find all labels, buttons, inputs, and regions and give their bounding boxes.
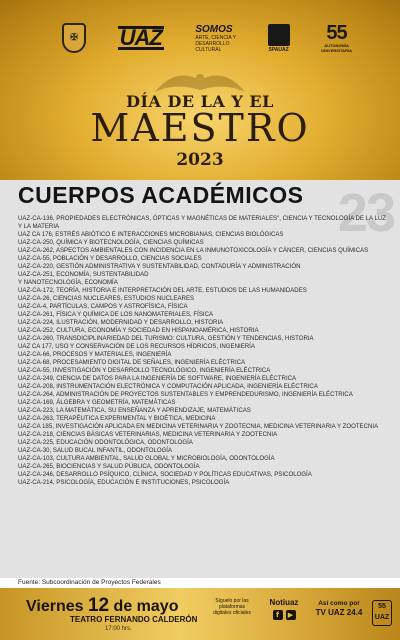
list-item: UAZ-CA-246, DESARROLLO PSÍQUICO, CLÍNICA, SOCIEDAD Y POLÍTICAS EDUCATIVAS, PSICOLOGÍA: [18, 471, 312, 478]
list-item: Y NANOTECNOLOGÍA, ECONOMÍA: [18, 279, 118, 286]
somos-logo-line1: ARTE, CIENCIA Y: [195, 34, 237, 41]
event-title-line1: DÍA DE LA Y EL: [126, 92, 274, 111]
uaz-badge-number: 55: [378, 603, 386, 610]
list-item: UAZ-CA-30, SALUD BUCAL INFANTIL, ODONTOLOGÍA: [18, 447, 173, 454]
event-date-day: Viernes: [26, 598, 88, 615]
coat-of-arms-logo: [62, 23, 86, 53]
list-item: UAZ-CA-208, INSTRUMENTACIÓN ELECTRÓNICA Y COMPUTACIÓN APLICADA, INGENIERÍA ELÉCTRICA: [18, 383, 318, 390]
notiuaz-block: [264, 598, 304, 620]
event-date-month: de mayo: [109, 598, 179, 615]
list-item: UAZ-CA-214, PSICOLOGÍA, EDUCACIÓN E INSTITUCIONES, PSICOLOGÍA: [18, 479, 230, 486]
event-date: [26, 595, 178, 617]
youtube-icon[interactable]: ▶: [286, 610, 296, 620]
anniversary-line1: AUTONOMÍA: [324, 43, 349, 48]
anniversary-logo: [321, 23, 352, 53]
list-item: UAZ-CA-55, POBLACIÓN Y DESARROLLO, CIENCIAS SOCIALES: [18, 255, 202, 262]
somos-logo-title: SOMOS: [195, 23, 233, 35]
event-date-number: 12: [87, 595, 110, 616]
event-time: 17:00 hrs.: [105, 626, 132, 632]
list-item: UAZ-CA-224, ILUSTRACIÓN, MODERNIDAD Y DESARROLLO, HISTORIA: [18, 319, 224, 326]
list-item: UAZ-CA-68, PROCESAMIENTO DIGITAL DE SEÑALES, INGENIERÍA ELÉCTRICA: [18, 359, 246, 366]
event-year: 2023: [176, 150, 224, 170]
list-item: UAZ-CA-66, PROCESOS Y MATERIALES, INGENIERÍA: [18, 351, 172, 358]
source-note: Fuente: Subcoordinación de Proyectos Federales: [18, 579, 161, 586]
list-item: UAZ-CA-26, CIENCIAS NUCLEARES, ESTUDIOS NUCLEARES: [18, 295, 195, 302]
follow-note-line2: plataformas: [218, 604, 246, 610]
list-item: UAZ-CA-169, ÁLGEBRA Y GEOMETRÍA, MATEMÁTICAS: [18, 399, 176, 406]
list-item: UAZ-CA-261, FÍSICA Y QUÍMICA DE LOS NANOMATERIALES, FÍSICA: [18, 311, 214, 318]
follow-note-line1: Síguelo por las: [215, 598, 249, 604]
list-item: UAZ-CA-55, INVESTIGACIÓN Y DESARROLLO TECNOLÓGICO, INGENIERÍA ELÉCTRICA: [18, 367, 271, 374]
tv-channel: TV UAZ 24.4: [315, 608, 363, 617]
footer-banner: [0, 588, 400, 640]
tv-line1: Así como por: [318, 600, 360, 607]
follow-note: [204, 598, 260, 616]
list-item: UAZ CA 176, ESTRÉS ABIÓTICO E INTERACCIONES MICROBIANAS, CIENCIAS BIOLÓGICAS: [18, 231, 284, 238]
list-item: UAZ-CA-252, CULTURA, ECONOMÍA Y SOCIEDAD EN HISPANOAMÉRICA, HISTORIA: [18, 327, 259, 334]
list-item: UAZ-CA-220, GESTIÓN ADMINISTRATIVA Y SUSTENTABILIDAD, CONTADURÍA Y ADMINISTRACIÓN: [18, 263, 301, 270]
content-panel: [0, 180, 400, 578]
uaz-badge-text: UAZ: [374, 614, 390, 621]
list-item: UAZ-CA-218, CIENCIAS BÁSICAS VETERINARIAS, MEDICINA VETERINARIA Y ZOOTECNIA: [18, 431, 278, 438]
list-item: UAZ-CA-172, TEORÍA, HISTORIA E INTERPRETACIÓN DEL ARTE, ESTUDIOS DE LAS HUMANIDADES: [18, 287, 307, 294]
list-item: UAZ-CA-225, EDUCACIÓN ODONTOLÓGICA, ODONTOLOGÍA: [18, 439, 193, 446]
list-item: UAZ-CA-264, ADMINISTRACIÓN DE PROYECTOS SUSTENTABLES Y EMPRENDEDURISMO, INGENIERÍA ELÉCTRICA: [18, 391, 353, 398]
facebook-icon[interactable]: f: [273, 610, 283, 620]
list-item: UAZ-CA-249, CIENCIA DE DATOS PARA LA INGENIERÍA DE SOFTWARE, INGENIERÍA ELÉCTRICA: [18, 375, 297, 382]
list-item: UAZ-CA-136, PROPIEDADES ELECTRÓNICAS, ÓPTICAS Y MAGNÉTICAS DE MATERIALES", CIENCIA Y TECNOLOGÍA DE LA LUZ Y LA MATERIA: [18, 215, 386, 230]
list-item: UAZ-CA-263, TERAPÉUTICA EXPERIMENTAL Y BIOÉTICA, MEDICINA: [18, 415, 216, 422]
list-item: UAZ-CA-223, LA MATEMÁTICA, SU ENSEÑANZA Y APRENDIZAJE, MATEMÁTICAS: [18, 407, 251, 414]
anniversary-line2: UNIVERSITARIA: [321, 48, 352, 53]
follow-note-line3: digitales oficiales: [213, 610, 251, 616]
logo-row: [62, 18, 352, 58]
list-item: UAZ CA 177, USO Y CONSERVACIÓN DE LOS RECURSOS HÍDRICOS, INGENIERÍA: [18, 343, 255, 350]
event-title-line2: MAESTRO: [90, 106, 310, 150]
section-title: CUERPOS ACADÉMICOS: [18, 182, 304, 208]
year-watermark: 23: [337, 183, 394, 243]
somos-logo-line3: CULTURAL: [195, 46, 222, 53]
list-item: UAZ-CA-4, PARTÍCULAS, CAMPOS Y ASTROFÍSICA, FÍSICA: [18, 303, 188, 310]
list-item: UAZ-CA 185, INVESTIGACIÓN APLICADA EN MEDICINA VETERINARIA Y ZOOTECNIA, MEDICINA VETERINARIA Y ZOOTECNIA: [18, 423, 379, 430]
spauaz-logo: [268, 24, 290, 53]
list-item: UAZ-CA-262, ASPECTOS AMBIENTALES CON INCIDENCIA EN LA INMUNOTOXICOLOGÍA Y CÁNCER, CIENCIAS QUÍMICAS: [18, 247, 369, 254]
somos-logo: [195, 24, 236, 53]
event-venue: TEATRO FERNANDO CALDERÓN: [70, 615, 198, 624]
uaz-logo: [118, 26, 164, 50]
academic-groups-list: [18, 215, 386, 487]
list-item: UAZ-CA-103, CULTURA AMBIENTAL, SALUD GLOBAL Y MICROBIOLOGÍA, ODONTOLOGÍA: [18, 455, 275, 462]
somos-logo-line2: DESARROLLO: [195, 40, 230, 47]
list-item: UAZ-CA-251, ECONOMÍA, SUSTENTABILIDAD: [18, 271, 149, 278]
list-item: UAZ-CA-250, QUÍMICA Y BIOTECNOLOGÍA, CIENCIAS QUÍMICAS: [18, 239, 204, 246]
source-bar: [0, 578, 400, 588]
notiuaz-label: Notiuaz: [269, 598, 299, 607]
tv-block: [308, 600, 370, 617]
uaz-badge-logo: [372, 600, 392, 626]
spauaz-logo-text: SPAUAZ: [268, 46, 289, 53]
uaz-logo-text: UAZ: [119, 25, 162, 50]
social-icons: [264, 610, 304, 620]
spauaz-mark-icon: [268, 24, 290, 46]
shield-icon: ✠: [62, 23, 86, 53]
list-item: UAZ-CA-260, TRANSDICIPLINARIEDAD DEL TURISMO: CULTURA, GESTIÓN Y TENDENCIAS, HISTORIA: [18, 335, 314, 342]
anniversary-number: 55: [326, 22, 347, 44]
header-banner: [0, 0, 400, 180]
list-item: UAZ-CA-265, BIOCIENCIAS Y SALUD PÚBLICA, ODONTOLOGÍA: [18, 463, 200, 470]
